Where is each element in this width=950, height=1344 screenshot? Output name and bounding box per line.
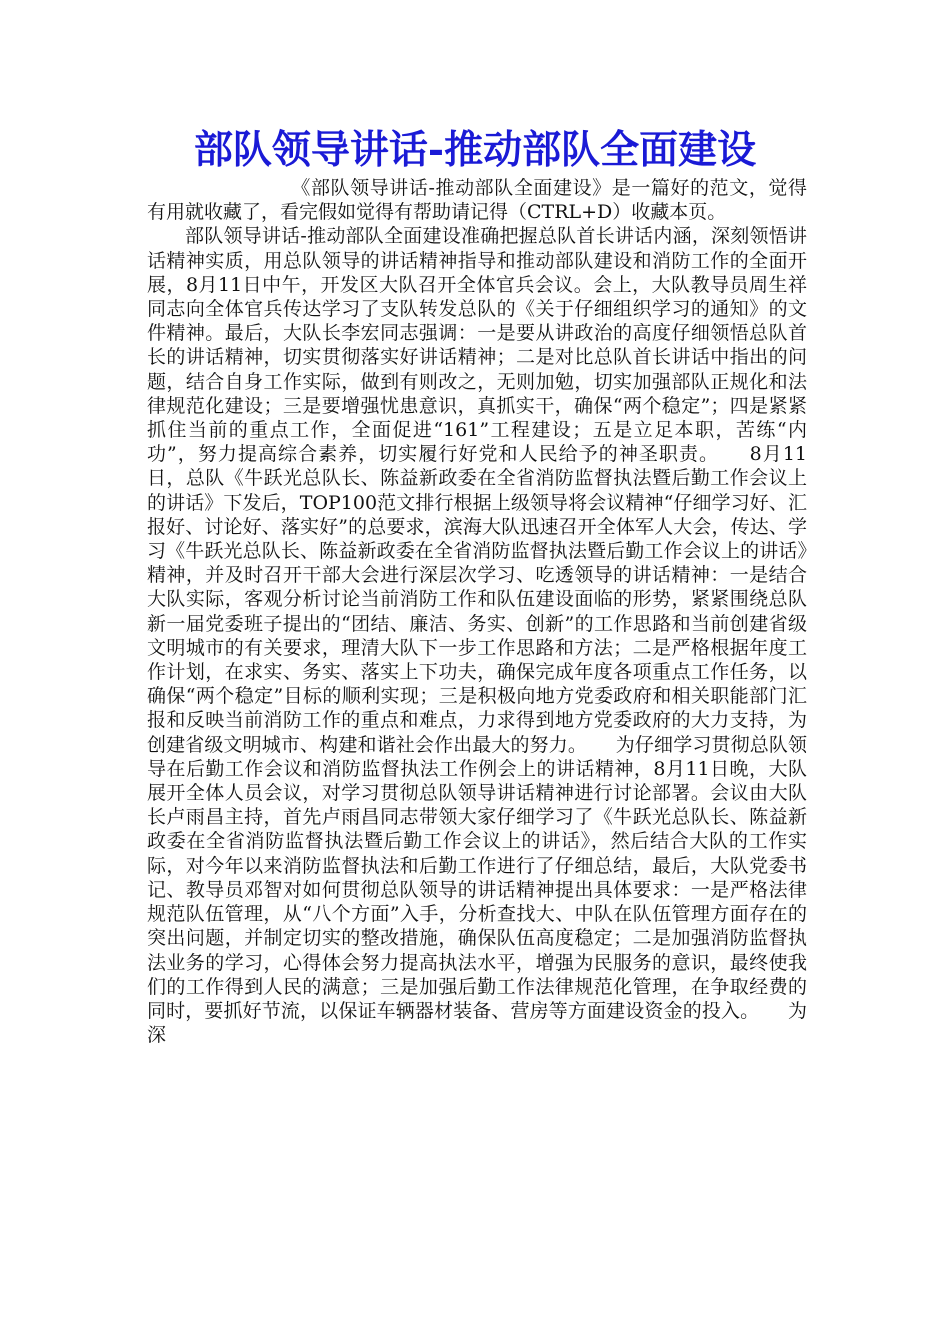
body-paragraph: 部队领导讲话-推动部队全面建设准确把握总队首长讲话内涵，深刻领悟讲话精神实质，用总队领导的讲话精神指导和推动部队建设和消防工作的全面开展，8月11日中午，开发区大队召开全体官兵会议。会上，大队教导员周生祥同志向全体官兵传达学习了支队转发总队的《关于仔细组织学习的通知》的文件精神。最后，大队长李宏同志强调：一是要从讲政治的高度仔细领悟总队首长的讲话精神，切实贯彻落实好讲话精神；二是对比总队首长讲话中指出的问题，结合自身工作实际，做到有则改之，无则加勉，切实加强部队正规化和法律规范化建设；三是要增强忧患意识，真抓实干，确保“两个稳定”；四是紧紧抓住当前的重点工作，全面促进“161”工程建设；五是立足本职，苦练“内功”，努力提高综合素养，切实履行好党和人民给予的神圣职责。 8月11日，总队《牛跃光总队长、陈益新政委在全省消防监督执法暨后勤工作会议上的讲话》下发后，TOP100范文排行根据上级领导将会议精神“仔细学习好、汇报好、讨论好、落实好”的总要求，滨海大队迅速召开全体军人大会，传达、学习《牛跃光总队长、陈益新政委在全省消防监督执法暨后勤工作会议上的讲话》精神，并及时召开干部大会进行深层次学习、吃透领导的讲话精神：一是结合大队实际，客观分析讨论当前消防工作和队伍建设面临的形势，紧紧围绕总队新一届党委班子提出的“团结、廉洁、务实、创新”的工作思路和当前创建省级文明城市的有关要求，理清大队下一步工作思路和方法；二是严格根据年度工作计划，在求实、务实、落实上下功夫，确保完成年度各项重点工作任务，以确保“两个稳定”目标的顺利实现；三是积极向地方党委政府和相关职能部门汇报和反映当前消防工作的重点和难点，力求得到地方党委政府的大力支持，为创建省级文明城市、构建和谐社会作出最大的努力。 为仔细学习贯彻总队领导在后勤工作会议和消防监督执法工作例会上的讲话精神，8月11日晚，大队展开全体人员会议，对学习贯彻总队领导讲话精神进行讨论部署。会议由大队长卢雨昌主持，首先卢雨昌同志带领大家仔细学习了《牛跃光总队长、陈益新政委在全省消防监督执法暨后勤工作会议上的讲话》，然后结合大队的工作实际，对今年以来消防监督执法和后勤工作进行了仔细总结，最后，大队党委书记、教导员邓智对如何贯彻总队领导的讲话精神提出具体要求：一是严格法律规范队伍管理，从“八个方面”入手，分析查找大、中队在队伍管理方面存在的突出问题，并制定切实的整改措施，确保队伍高度稳定；二是加强消防监督执法业务的学习，心得体会努力提高执法水平，增强为民服务的意识，最终使我们的工作得到人民的满意；三是加强后勤工作法律规范化管理，在争取经费的同时，要抓好节流，以保证车辆器材装备、营房等方面建设资金的投入。 为深 [147, 225, 807, 1047]
document-body [147, 176, 807, 1047]
intro-paragraph: 《部队领导讲话-推动部队全面建设》是一篇好的范文，觉得有用就收藏了，看完假如觉得有帮助请记得（CTRL+D）收藏本页。 [147, 177, 807, 224]
document-title: 部队领导讲话-推动部队全面建设 [193, 127, 757, 173]
